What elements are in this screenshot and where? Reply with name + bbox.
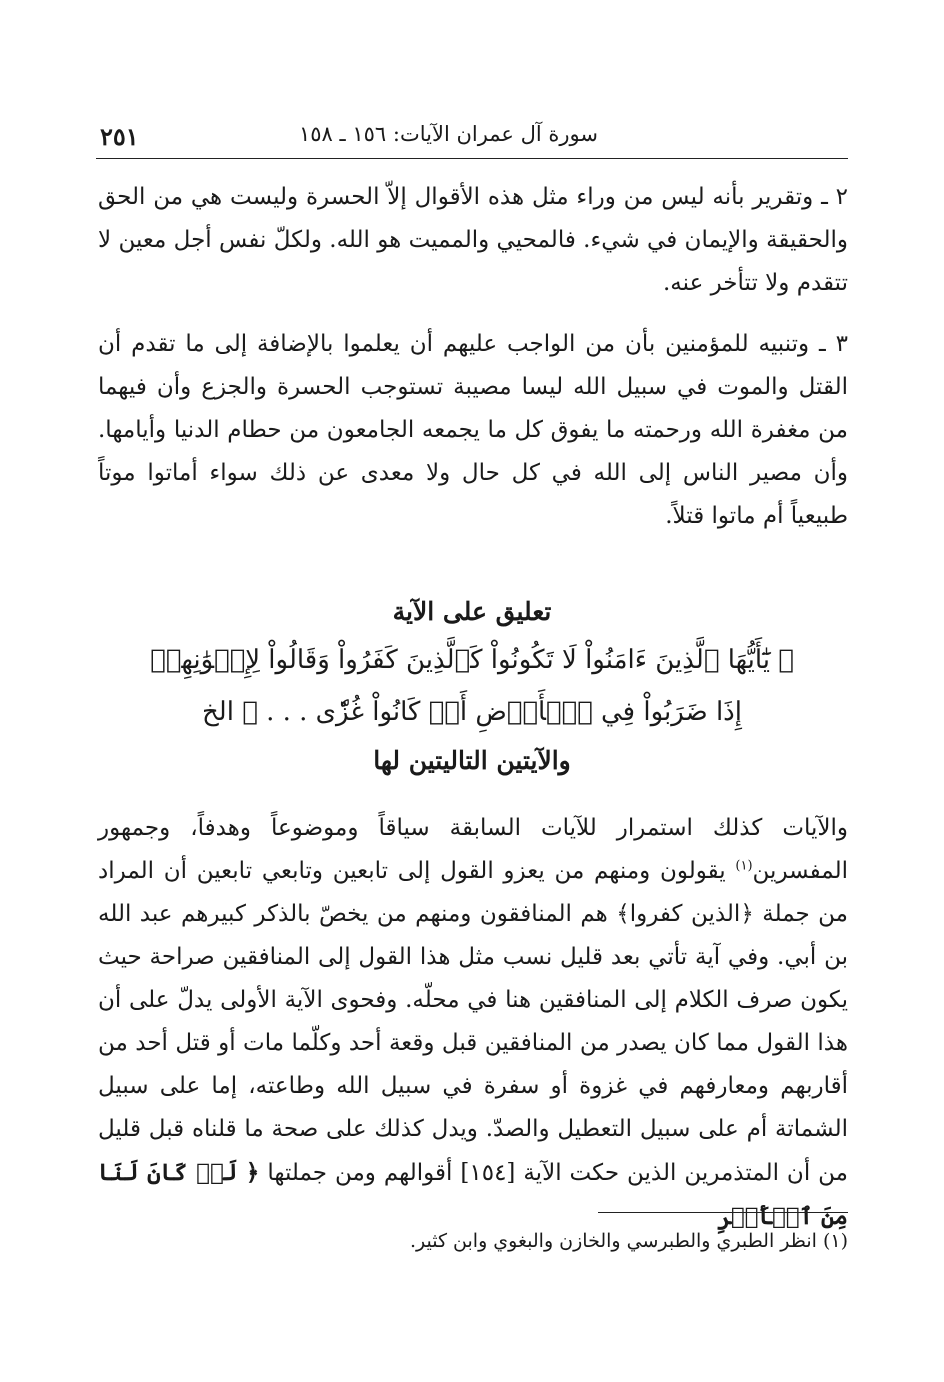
commentary-paragraph [98, 807, 848, 1239]
point-2-paragraph [98, 176, 848, 305]
footnote-divider [598, 1212, 848, 1213]
section-subtitle: والآيتين التاليتين لها [373, 746, 571, 775]
page-number: ٢٥١ [100, 122, 139, 151]
section-title: تعليق على الآية [392, 597, 552, 626]
page-header [96, 118, 848, 159]
verse-line-2: إِذَا ضَرَبُواْ فِي ٱلۡأَرۡضِ أَوۡ كَانُواْ غُزّٗى . . . ﴾ الخ [202, 697, 742, 727]
point-2-text: ٢ ـ وتقرير بأنه ليس من وراء مثل هذه الأقوال إلاّ الحسرة وليست هي من الحق والحقيقة والإيمان في شيء. فالمحيي والمميت هو الله. ولكلّ نفس أجل معين لا تتقدم ولا تتأخر عنه. [98, 184, 848, 296]
footnote-1: (١) انظر الطبري والطبرسي والخازن والبغوي وابن كثير. [409, 1230, 848, 1252]
commentary-text [98, 807, 848, 1239]
commentary-text-rest: يقولون ومنهم من يعزو القول إلى تابعين وتابعي تابعين أن المراد من جملة ﴿الذين كفروا﴾ هم المنافقون ومنهم من يخصّ بالذكر كبيرهم عبد الله بن أبي. وفي آية تأتي بعد قليل نسب مثل هذا القول إلى المنافقين صراحة حيث يكون صرف الكلام إلى المنافقين هنا في محلّه. وفحوى الآية الأولى يدلّ على أن هذا القول مما كان يصدر من المنافقين قبل وقعة أحد وكلّما مات أو قتل أحد من أقاربهم ومعارفهم في غزوة أو سفرة في سبيل الله وطاعته، إما على سبيل الشماتة أم على سبيل التعطيل والصدّ. ويدل كذلك على صحة ما قلناه قبل قليل من أن المتذمرين الذين حكت الآية [١٥٤] أقوالهم ومن جملتها [98, 858, 848, 1186]
footnote-reference[interactable]: (١) [735, 858, 753, 874]
point-3-paragraph [98, 323, 848, 538]
quran-quote-fragment: ﴿ لَوۡ كَانَ لَنَا مِنَ ٱلۡأَمۡرِ [98, 1159, 848, 1230]
section-heading [96, 590, 848, 784]
commentary-text-start: والآيات كذلك استمرار للآيات السابقة سياقاً وموضوعاً وهدفاً، وجمهور المفسرين [98, 815, 848, 884]
point-3-text: ٣ ـ وتنبيه للمؤمنين بأن من الواجب عليهم أن يعلموا بالإضافة إلى ما تقدم أن القتل والموت في سبيل الله ليسا مصيبة تستوجب الحسرة والجزع وأن فيهما من مغفرة الله ورحمته ما يفوق كل ما يجمعه الجامعون من حطام الدنيا وأيامها. وأن مصير الناس إلى الله في كل حال ولا معدى عن ذلك سواء أماتوا موتاً طبيعياً أم ماتوا قتلاً. [98, 331, 848, 529]
running-title: سورة آل عمران الآيات: ١٥٦ ـ ١٥٨ [299, 122, 598, 146]
verse-line-1: ﴿ يَٰٓأَيُّهَا ٱلَّذِينَ ءَامَنُواْ لَا تَكُونُواْ كَٱلَّذِينَ كَفَرُواْ وَقَالُواْ لِإِخۡوَٰنِهِمۡ [150, 645, 794, 675]
